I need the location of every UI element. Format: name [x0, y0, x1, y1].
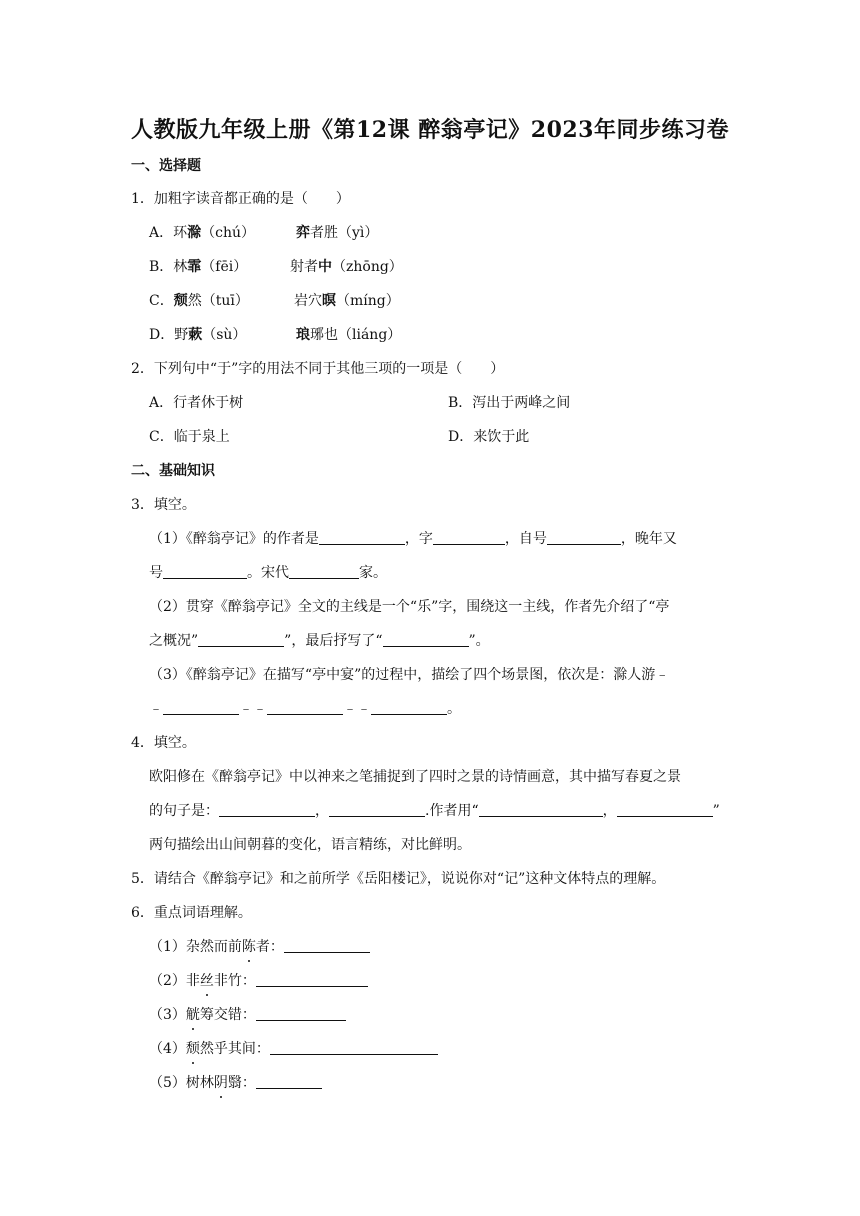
q6-item-3: （3）觥筹交错：: [149, 1005, 346, 1025]
answer-blank[interactable]: [163, 564, 247, 579]
q1-option-b-1: B．林霏（fēi）: [149, 259, 248, 275]
question-5-stem: 5．请结合《醉翁亭记》和之前所学《岳阳楼记》，说说你对“记”这种文体特点的理解。: [131, 871, 666, 887]
q1-option-c-2: 岩穴暝（míng）: [294, 293, 400, 309]
q3-part-2-line-1: （2）贯穿《醉翁亭记》全文的主线是一个“乐”字，围绕这一主线，作者先介绍了“亭: [149, 599, 670, 615]
q1-option-b-2: 射者中（zhōng）: [290, 259, 403, 275]
q4-line-3: 两句描绘出山间朝暮的变化，语言精练，对比鲜明。: [149, 837, 471, 853]
q1-option-d-2: 琅琊也（liáng）: [296, 327, 402, 343]
q4-line-1: 欧阳修在《醉翁亭记》中以神来之笔捕捉到了四时之景的诗情画意，其中描写春夏之景: [149, 769, 681, 785]
answer-blank[interactable]: [270, 1040, 438, 1055]
question-3-stem: 3．填空。: [131, 497, 196, 513]
answer-blank[interactable]: [329, 802, 425, 817]
question-6-stem: 6．重点词语理解。: [131, 905, 252, 921]
q1-option-a-2: 弈者胜（yì）: [296, 225, 379, 241]
q1-option-a-1: A．环滁（chú）: [149, 225, 255, 241]
q6-item-5: （5）树林阴翳：: [149, 1073, 322, 1093]
answer-blank[interactable]: [383, 632, 469, 647]
answer-blank[interactable]: [163, 700, 239, 715]
section-heading-basics: 二、基础知识: [131, 463, 215, 479]
q3-part-1-line-1: （1）《醉翁亭记》的作者是 ，字 ，自号 ，晚年又: [149, 531, 677, 547]
question-4-stem: 4．填空。: [131, 735, 196, 751]
q1-option-d-1: D．野蔌（sù）: [149, 327, 247, 343]
q6-item-2: （2）非丝非竹：: [149, 971, 368, 991]
answer-blank[interactable]: [617, 802, 713, 817]
q6-item-1: （1）杂然而前陈者：: [149, 937, 370, 957]
q3-part-3-line-1: （3）《醉翁亭记》在描写“亭中宴”的过程中，描绘了四个场景图，依次是：滁人游﹣: [149, 667, 670, 683]
answer-blank[interactable]: [433, 530, 505, 545]
answer-blank[interactable]: [284, 938, 370, 953]
answer-blank[interactable]: [479, 802, 603, 817]
q3-part-3-line-2: ﹣ ﹣﹣ ﹣﹣ 。: [149, 701, 461, 717]
answer-blank[interactable]: [289, 564, 359, 579]
q1-option-c-1: C．颓然（tuī）: [149, 293, 249, 309]
q3-part-1-line-2: 号 。宋代 家。: [149, 565, 387, 581]
page-title: 人教版九年级上册《第12课 醉翁亭记》2023年同步练习卷: [130, 117, 729, 143]
section-heading-choice: 一、选择题: [131, 158, 201, 174]
answer-blank[interactable]: [371, 700, 447, 715]
answer-blank[interactable]: [256, 1074, 322, 1089]
answer-blank[interactable]: [198, 632, 284, 647]
question-2-stem: 2．下列句中“于”字的用法不同于其他三项的一项是（ ）: [131, 361, 505, 377]
q2-option-c: C．临于泉上: [149, 429, 230, 445]
q6-item-4: （4）颓然乎其间：: [149, 1039, 438, 1059]
question-1-stem: 1．加粗字读音都正确的是（ ）: [131, 191, 350, 207]
answer-blank[interactable]: [319, 530, 405, 545]
q4-line-2: 的句子是： ， .作者用“ ， ”: [149, 803, 720, 819]
answer-blank[interactable]: [219, 802, 315, 817]
answer-blank[interactable]: [267, 700, 343, 715]
answer-blank[interactable]: [256, 1006, 346, 1021]
q2-option-d: D．来饮于此: [448, 429, 530, 445]
q3-part-2-line-2: 之概况” ”，最后抒写了“ ”。: [149, 633, 490, 649]
q2-option-b: B．泻出于两峰之间: [448, 395, 571, 411]
answer-blank[interactable]: [547, 530, 621, 545]
q2-option-a: A．行者休于树: [149, 395, 244, 411]
answer-blank[interactable]: [256, 972, 368, 987]
